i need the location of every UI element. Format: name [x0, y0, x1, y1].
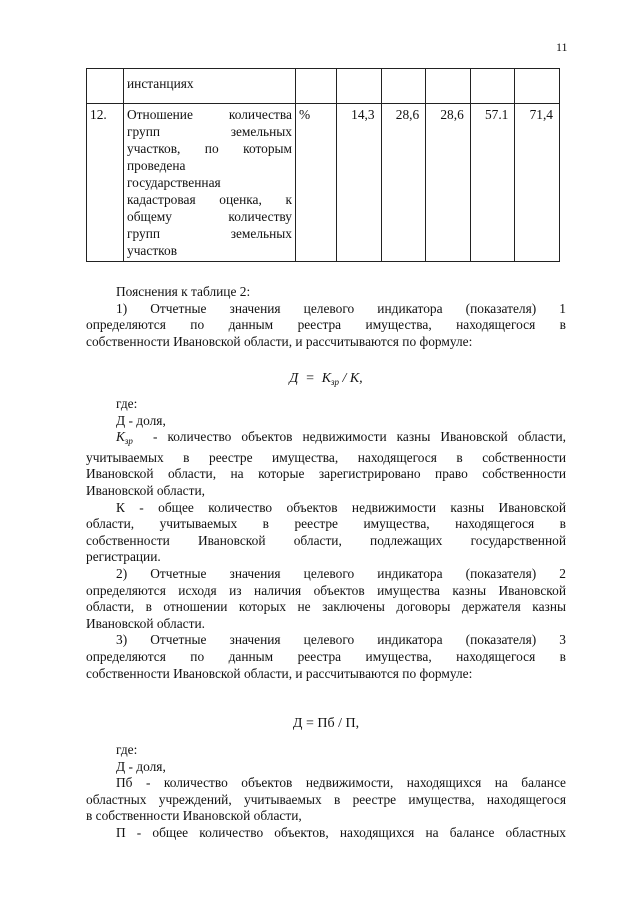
text-line	[86, 429, 566, 450]
formula-eq: =	[305, 371, 315, 386]
explanations-heading: Пояснения к таблице 2:	[116, 284, 251, 299]
table-row	[87, 104, 560, 262]
table-cell-value: 14,3	[337, 104, 382, 262]
explanations-block	[86, 284, 566, 350]
text-line: Д - доля,	[116, 412, 166, 428]
text-line: определяются по данным реестра имущества, находящегося в	[86, 317, 566, 333]
cell-line: государственная	[127, 175, 221, 190]
cell-line: групп земельных	[127, 226, 292, 241]
text-line: П - общее количество объектов, находящихся на балансе областных	[116, 824, 566, 840]
text-line: области, учитываемых в реестре имущества, находящегося в	[86, 516, 566, 532]
formula-2: Д = Пб / П,	[292, 716, 360, 731]
formula-symbol: / К,	[342, 371, 363, 386]
kzr-symbol: К	[116, 429, 125, 445]
cell-line: общему количеству	[127, 209, 292, 224]
formula-1	[86, 371, 566, 391]
definitions-block-2	[86, 742, 566, 842]
table-cell-value: 57.1	[470, 104, 515, 262]
text-line: Пб - количество объектов недвижимости, находящихся на балансе	[116, 775, 566, 791]
text-line: Д - доля,	[116, 758, 166, 774]
table-cell-unit: %	[296, 104, 337, 262]
text-line: Ивановской области.	[86, 615, 205, 631]
text-line: в собственности Ивановской области,	[86, 808, 302, 824]
cell-line: проведена	[127, 158, 186, 173]
table-cell-value	[337, 69, 382, 104]
text-line: 3) Отчетные значения целевого индикатора (показателя) 3	[116, 632, 566, 648]
table-cell-value: 28,6	[381, 104, 426, 262]
table-cell-value: 28,6	[426, 104, 471, 262]
cell-line: участков, по которым	[127, 141, 292, 156]
text-line: собственности Ивановской области, и рассчитываются по формуле:	[86, 665, 473, 681]
text-line: где:	[116, 396, 138, 411]
text-line: 2) Отчетные значения целевого индикатора (показателя) 2	[116, 565, 566, 581]
cell-line: групп земельных	[127, 124, 292, 139]
text-line: где:	[116, 742, 138, 757]
kzr-text: - количество объектов недвижимости казны Ивановской области,	[152, 429, 566, 445]
cell-line: Отношение количества	[127, 107, 292, 122]
text-line: регистрации.	[86, 549, 161, 565]
text-line: определяются по данным реестра имущества, находящегося в	[86, 648, 566, 664]
table-cell-unit	[296, 69, 337, 104]
kzr-subscript: зр	[124, 436, 133, 447]
text-line: Ивановской области, на которые зарегистрировано право собственности	[86, 466, 566, 482]
table-cell-name: инстанциях	[124, 69, 296, 104]
cell-line: участков	[127, 243, 178, 258]
formula-subscript: зр	[330, 377, 339, 387]
table-row	[87, 69, 560, 104]
table-cell-value: 71,4	[515, 104, 560, 262]
text-line: собственности Ивановской области, и рассчитываются по формуле:	[86, 333, 473, 349]
formula-symbol: К	[321, 371, 331, 386]
text-line: областных учреждений, учитываемых в реестре имущества, находящегося	[86, 791, 566, 807]
table-cell-num	[87, 69, 124, 104]
text-line: К - общее количество объектов недвижимости казны Ивановской	[116, 499, 566, 515]
table-cell-value	[470, 69, 515, 104]
table-cell-value	[515, 69, 560, 104]
table-cell-value	[381, 69, 426, 104]
definitions-block-1	[86, 396, 566, 682]
text-line: 1) Отчетные значения целевого индикатора (показателя) 1	[116, 300, 566, 316]
table-cell-value	[426, 69, 471, 104]
table-cell-name	[124, 104, 296, 262]
cell-line: кадастровая оценка, к	[127, 192, 292, 207]
page-number: 11	[556, 40, 568, 54]
table-cell-num: 12.	[87, 104, 124, 262]
formula-symbol: Д	[289, 371, 299, 386]
text-line: области, в отношении которых не заключены договоры держателя казны	[86, 599, 566, 615]
text-line: учитываемых в реестре имущества, находящегося в собственности	[86, 449, 566, 465]
indicator-table	[86, 68, 560, 262]
text-line: определяются исходя из наличия объектов имущества казны Ивановской	[86, 582, 566, 598]
text-line: собственности Ивановской области, подлежащих государственной	[86, 532, 566, 548]
text-line: Ивановской области,	[86, 482, 205, 498]
